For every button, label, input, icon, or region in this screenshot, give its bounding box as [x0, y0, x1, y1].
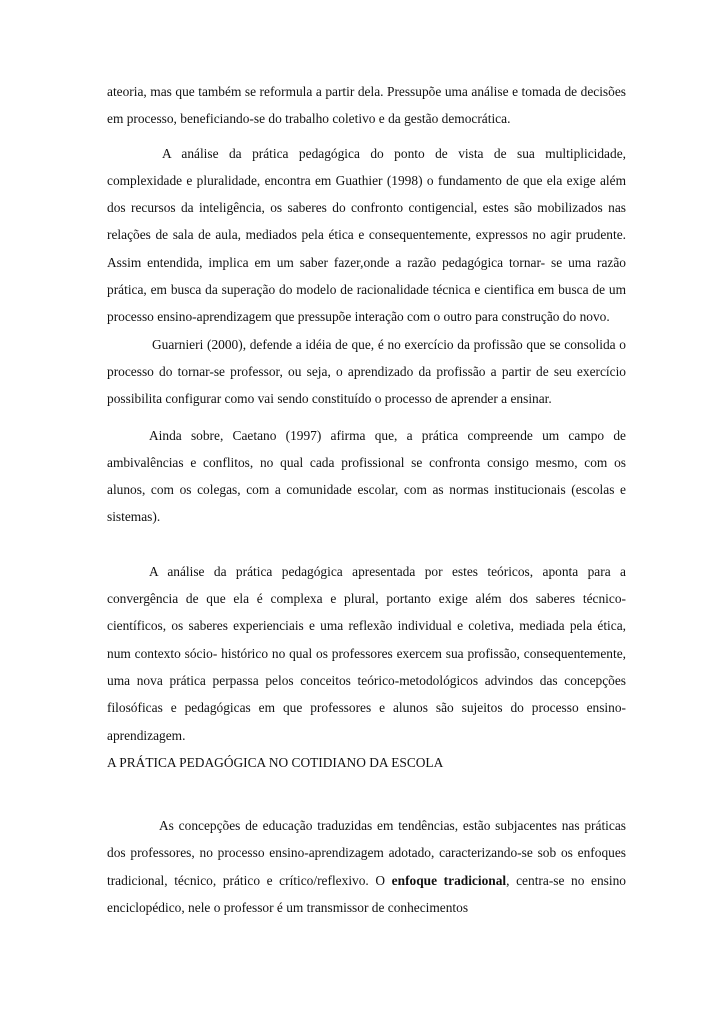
paragraph-5: A análise da prática pedagógica apresentada por estes teóricos, aponta para a convergência de que ela é complexa e plural, portanto exige além dos saberes técnico-científicos, os saberes experienciais e uma reflexão individual e coletiva, mediada pela ética, num contexto sócio- histórico no qual os professores exercem sua profissão, consequentemente, uma nova prática perpassa pelos conceitos teórico-metodológicos advindos das concepções filosóficas e pedagógicas em que professores e alunos são sujeitos do processo ensino-aprendizagem. [107, 563, 626, 743]
section-heading: A PRÁTICA PEDAGÓGICA NO COTIDIANO DA ESCOLA [107, 754, 444, 770]
bold-term: enfoque tradicional [391, 872, 507, 888]
paragraph-1: ateoria, mas que também se reformula a partir dela. Pressupõe uma análise e tomada de decisões em processo, beneficiando-se do trabalho coletivo e da gestão democrática. [107, 84, 626, 127]
paragraph-6 [107, 812, 626, 921]
paragraph-6-text-end: , centra-se no ensino enciclopédico, nele o professor é um transmissor de conhecimentos [107, 872, 627, 916]
paragraph-3: Guarnieri (2000), defende a idéia de que, é no exercício da profissão que se consolida o processo do tornar-se professor, ou seja, o aprendizado da profissão a partir de seu exercício possibilita configurar como vai sendo constituído o processo de aprender a ensinar. [107, 336, 626, 407]
paragraph-2: A análise da prática pedagógica do ponto de vista de sua multiplicidade, complexidade e pluralidade, encontra em Guathier (1998) o fundamento de que ela exige além dos recursos da inteligência, os saberes do confronto contigencial, estes são mobilizados nas relações de sala de aula, mediados pela ética e consequentemente, expressos no agir prudente. Assim entendida, implica em um saber fazer,onde a razão pedagógica tornar- se uma razão prática, em busca da superação do modelo de racionalidade técnica e cientifica em busca de um processo ensino-aprendizagem que pressupõe interação com o outro para construção do novo. [107, 145, 626, 325]
paragraph-4: Ainda sobre, Caetano (1997) afirma que, a prática compreende um campo de ambivalências e conflitos, no qual cada profissional se confronta consigo mesmo, com os alunos, com os colegas, com a comunidade escolar, com as normas institucionais (escolas e sistemas). [107, 427, 626, 525]
document-page [107, 78, 626, 921]
paragraph-6-text-start: As concepções de educação traduzidas em tendências, estão subjacentes nas práticas dos professores, no processo ensino-aprendizagem adotado, caracterizando-se sob os enfoques tradicional, técnico, prático e crítico/reflexivo. O [107, 818, 626, 888]
